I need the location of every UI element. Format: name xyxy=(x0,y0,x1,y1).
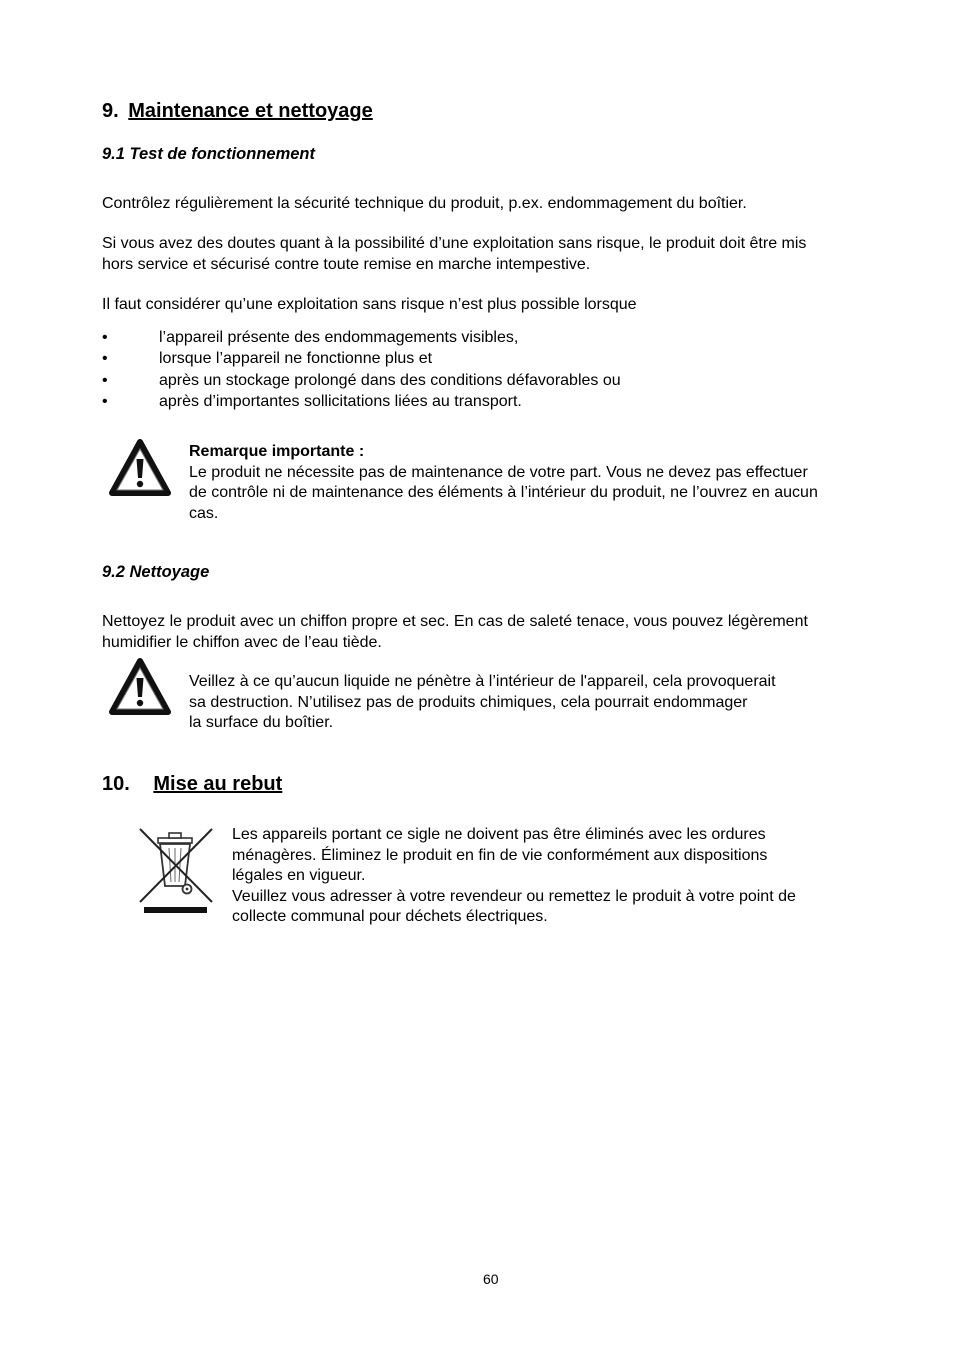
page-number: 60 xyxy=(483,1271,499,1287)
paragraph-line: Il faut considérer qu’une exploitation sans risque n’est plus possible lorsque xyxy=(102,296,637,313)
warning-line: Veillez à ce qu’aucun liquide ne pénètre à l’intérieur de l'appareil, cela provoquerait xyxy=(189,673,776,690)
section-number: 10. xyxy=(102,773,130,795)
section-number: 9. xyxy=(102,100,119,122)
warning-line: cas. xyxy=(189,504,219,522)
paragraph-doubts xyxy=(102,234,806,275)
disposal-line: Les appareils portant ce sigle ne doivent pas être éliminés avec les ordures xyxy=(232,826,766,843)
warning-line: la surface du boîtier. xyxy=(189,714,334,731)
paragraph-line: hors service et sécurisé contre toute remise en marche intempestive. xyxy=(102,255,591,273)
bullet-icon: • xyxy=(102,393,108,410)
list-item-text: après d’importantes sollicitations liées au transport. xyxy=(159,393,522,410)
disposal-text xyxy=(232,825,796,928)
warning-line: Le produit ne nécessite pas de maintenance de votre part. Vous ne devez pas effectuer xyxy=(189,463,808,481)
section-title: Maintenance et nettoyage xyxy=(128,100,373,122)
section-title: Mise au rebut xyxy=(153,773,283,795)
paragraph-line: humidifier le chiffon avec de l’eau tiède. xyxy=(102,633,382,651)
subsection-title-9-2: 9.2 Nettoyage xyxy=(102,563,210,581)
paragraph-line: Nettoyez le produit avec un chiffon propre et sec. En cas de saleté tenace, vous pouvez légèrement xyxy=(102,613,808,630)
disposal-line: ménagères. Éliminez le produit en fin de vie conformément aux dispositions xyxy=(232,846,768,864)
paragraph-conditions xyxy=(102,295,637,316)
warning-triangle-icon xyxy=(109,439,171,497)
list-item-text: après un stockage prolongé dans des conditions défavorables ou xyxy=(159,372,621,389)
list-item-text: lorsque l’appareil ne fonctionne plus et xyxy=(159,350,433,367)
bullet-icon: • xyxy=(102,329,108,346)
disposal-line: collecte communal pour déchets électriques. xyxy=(232,908,548,925)
bullet-icon: • xyxy=(102,350,108,367)
warning-line: sa destruction. N’utilisez pas de produits chimiques, cela pourrait endommager xyxy=(189,693,748,711)
warning-note xyxy=(189,672,776,734)
paragraph-check xyxy=(102,194,747,215)
paragraph-cleaning xyxy=(102,612,808,653)
list-item-text: l’appareil présente des endommagements visibles, xyxy=(159,329,519,346)
disposal-line: Veuillez vous adresser à votre revendeur ou remettez le produit à votre point de xyxy=(232,887,796,905)
warning-heading: Remarque importante : xyxy=(189,443,365,460)
warning-note xyxy=(189,442,818,524)
warning-triangle-icon xyxy=(109,658,171,716)
warning-line: de contrôle ni de maintenance des éléments à l’intérieur du produit, ne l’ouvrez en aucun xyxy=(189,484,818,501)
crossed-bin-weee-icon xyxy=(136,826,216,916)
paragraph-line: Contrôlez régulièrement la sécurité technique du produit, p.ex. endommagement du boîtier. xyxy=(102,195,747,212)
paragraph-line: Si vous avez des doutes quant à la possibilité d’une exploitation sans risque, le produit doit être mis xyxy=(102,235,807,252)
disposal-line: légales en vigueur. xyxy=(232,867,366,884)
subsection-title-9-1: 9.1 Test de fonctionnement xyxy=(102,145,316,163)
bullet-icon: • xyxy=(102,372,108,389)
section-heading-10 xyxy=(102,773,282,796)
section-heading-9 xyxy=(102,100,373,123)
